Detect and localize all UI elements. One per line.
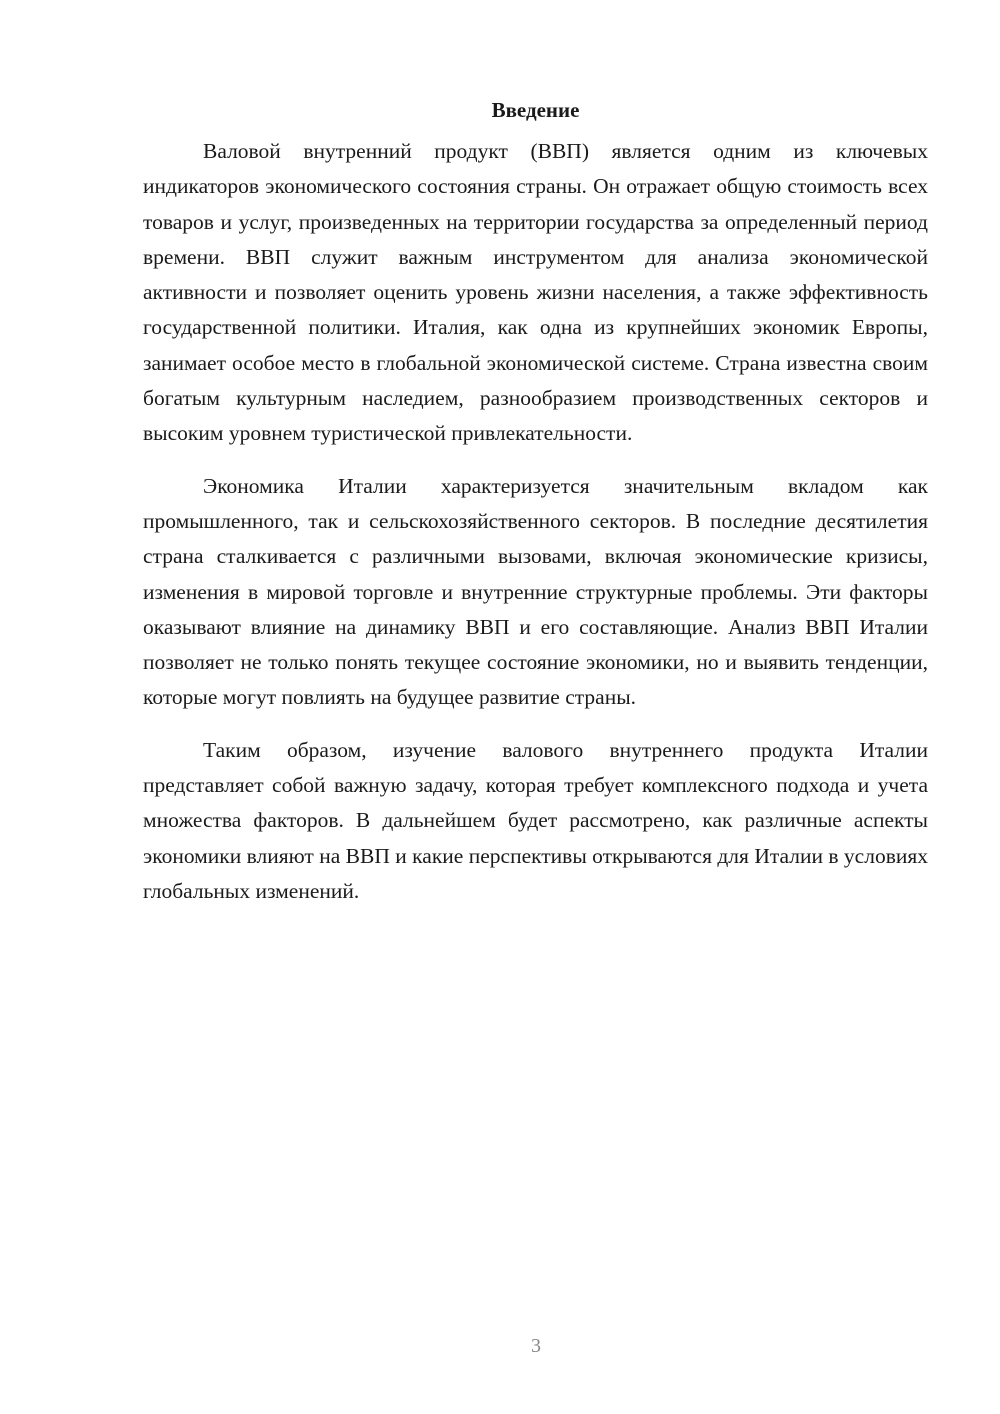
paragraph-conclusion: Таким образом, изучение валового внутреннего продукта Италии представляет собой важную задачу, которая требует комплексного подхода и учета множества факторов. В дальнейшем будет рассмотрено, как различные аспекты экономики влияют на ВВП и какие перспективы открываются для Италии в условиях глобальных изменений. <box>143 737 928 903</box>
paragraph-intro: Валовой внутренний продукт (ВВП) является одним из ключевых индикаторов экономического состояния страны. Он отражает общую стоимость всех товаров и услуг, произведенных на территории государства за определенный период времени. ВВП служит важным инструментом для анализа экономической активности и позволяет оценить уровень жизни населения, а также эффективность государственной политики. Италия, как одна из крупнейших экономик Европы, занимает особое место в глобальной экономической системе. Страна известна своим богатым культурным наследием, разнообразием производственных секторов и высоким уровнем туристической привлекательности. <box>143 139 928 446</box>
page-content <box>143 90 928 909</box>
section-title: Введение <box>491 98 580 122</box>
paragraph-economy: Экономика Италии характеризуется значительным вкладом как промышленного, так и сельскохозяйственного секторов. В последние десятилетия страна сталкивается с различными вызовами, включая экономические кризисы, изменения в мировой торговле и внутренние структурные проблемы. Эти факторы оказывают влияние на динамику ВВП и его составляющие. Анализ ВВП Италии позволяет не только понять текущее состояние экономики, но и выявить тенденции, которые могут повлиять на будущее развитие страны. <box>143 473 928 710</box>
page-number: 3 <box>531 1335 541 1357</box>
